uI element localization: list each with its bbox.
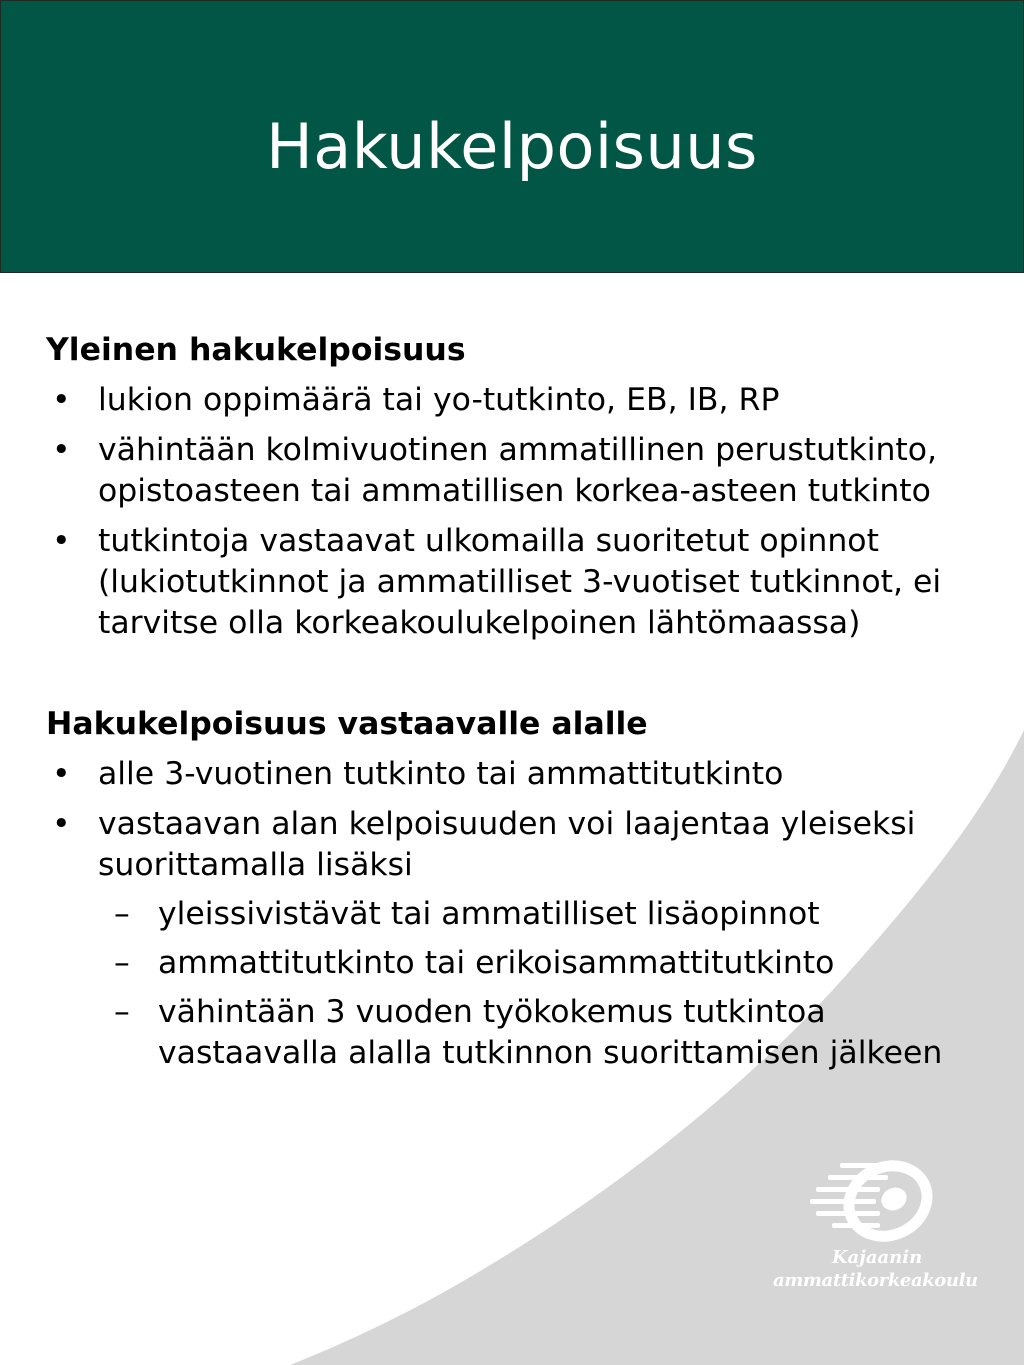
bullet-marker: • xyxy=(52,756,71,792)
school-logo xyxy=(770,1155,980,1300)
list-item-text: lukion oppimäärä tai yo-tutkinto, EB, IB, RP xyxy=(98,382,780,418)
sub-list-item-text: ammattitutkinto tai erikoisammattitutkinto xyxy=(158,945,835,981)
sub-list-item xyxy=(98,894,986,935)
logo-text-line1: Kajaanin xyxy=(832,1247,923,1268)
section-field-eligibility xyxy=(46,704,986,1074)
bullet-marker: • xyxy=(52,382,71,418)
slide-header xyxy=(0,0,1024,273)
list-item-text: tutkintoja vastaavat ulkomailla suoritetut opinnot (lukiotutkinnot ja ammatilliset 3-vuotiset tutkinnot, ei tarvitse olla korkeakoulukelpoinen lähtömaassa) xyxy=(98,523,942,641)
list-item xyxy=(46,804,986,1074)
sub-list-item xyxy=(98,943,986,984)
logo-text-line2: ammattikorkeakoulu xyxy=(773,1270,978,1291)
list-item-text: vastaavan alan kelpoisuuden voi laajentaa yleiseksi suorittamalla lisäksi xyxy=(98,806,916,883)
list-item xyxy=(46,430,986,512)
bullet-list xyxy=(46,380,986,644)
dash-marker: – xyxy=(114,896,130,932)
sub-list-item-text: yleissivistävät tai ammatilliset lisäopinnot xyxy=(158,896,820,932)
list-item xyxy=(46,754,986,795)
slide-title: Hakukelpoisuus xyxy=(266,110,758,183)
sub-list xyxy=(98,894,986,1074)
dash-marker: – xyxy=(114,994,130,1030)
section-heading: Yleinen hakukelpoisuus xyxy=(46,332,466,368)
dash-marker: – xyxy=(114,945,130,981)
bullet-marker: • xyxy=(52,523,71,559)
sub-list-item-text: vähintään 3 vuoden työkokemus tutkintoa vastaavalla alalla tutkinnon suorittamisen jälkeen xyxy=(158,994,943,1071)
list-item xyxy=(46,521,986,644)
list-item-text: alle 3-vuotinen tutkinto tai ammattitutkinto xyxy=(98,756,784,792)
bullet-marker: • xyxy=(52,806,71,842)
list-item-text: vähintään kolmivuotinen ammatillinen perustutkinto, opistoasteen tai ammatillisen korkea-asteen tutkinto xyxy=(98,432,938,509)
sub-list-item xyxy=(98,992,986,1074)
section-heading: Hakukelpoisuus vastaavalle alalle xyxy=(46,706,648,742)
bullet-marker: • xyxy=(52,432,71,468)
list-item xyxy=(46,380,986,421)
kajaani-logo-icon xyxy=(770,1155,980,1247)
bullet-list xyxy=(46,754,986,1074)
slide-content xyxy=(46,330,986,1083)
section-general-eligibility xyxy=(46,330,986,644)
